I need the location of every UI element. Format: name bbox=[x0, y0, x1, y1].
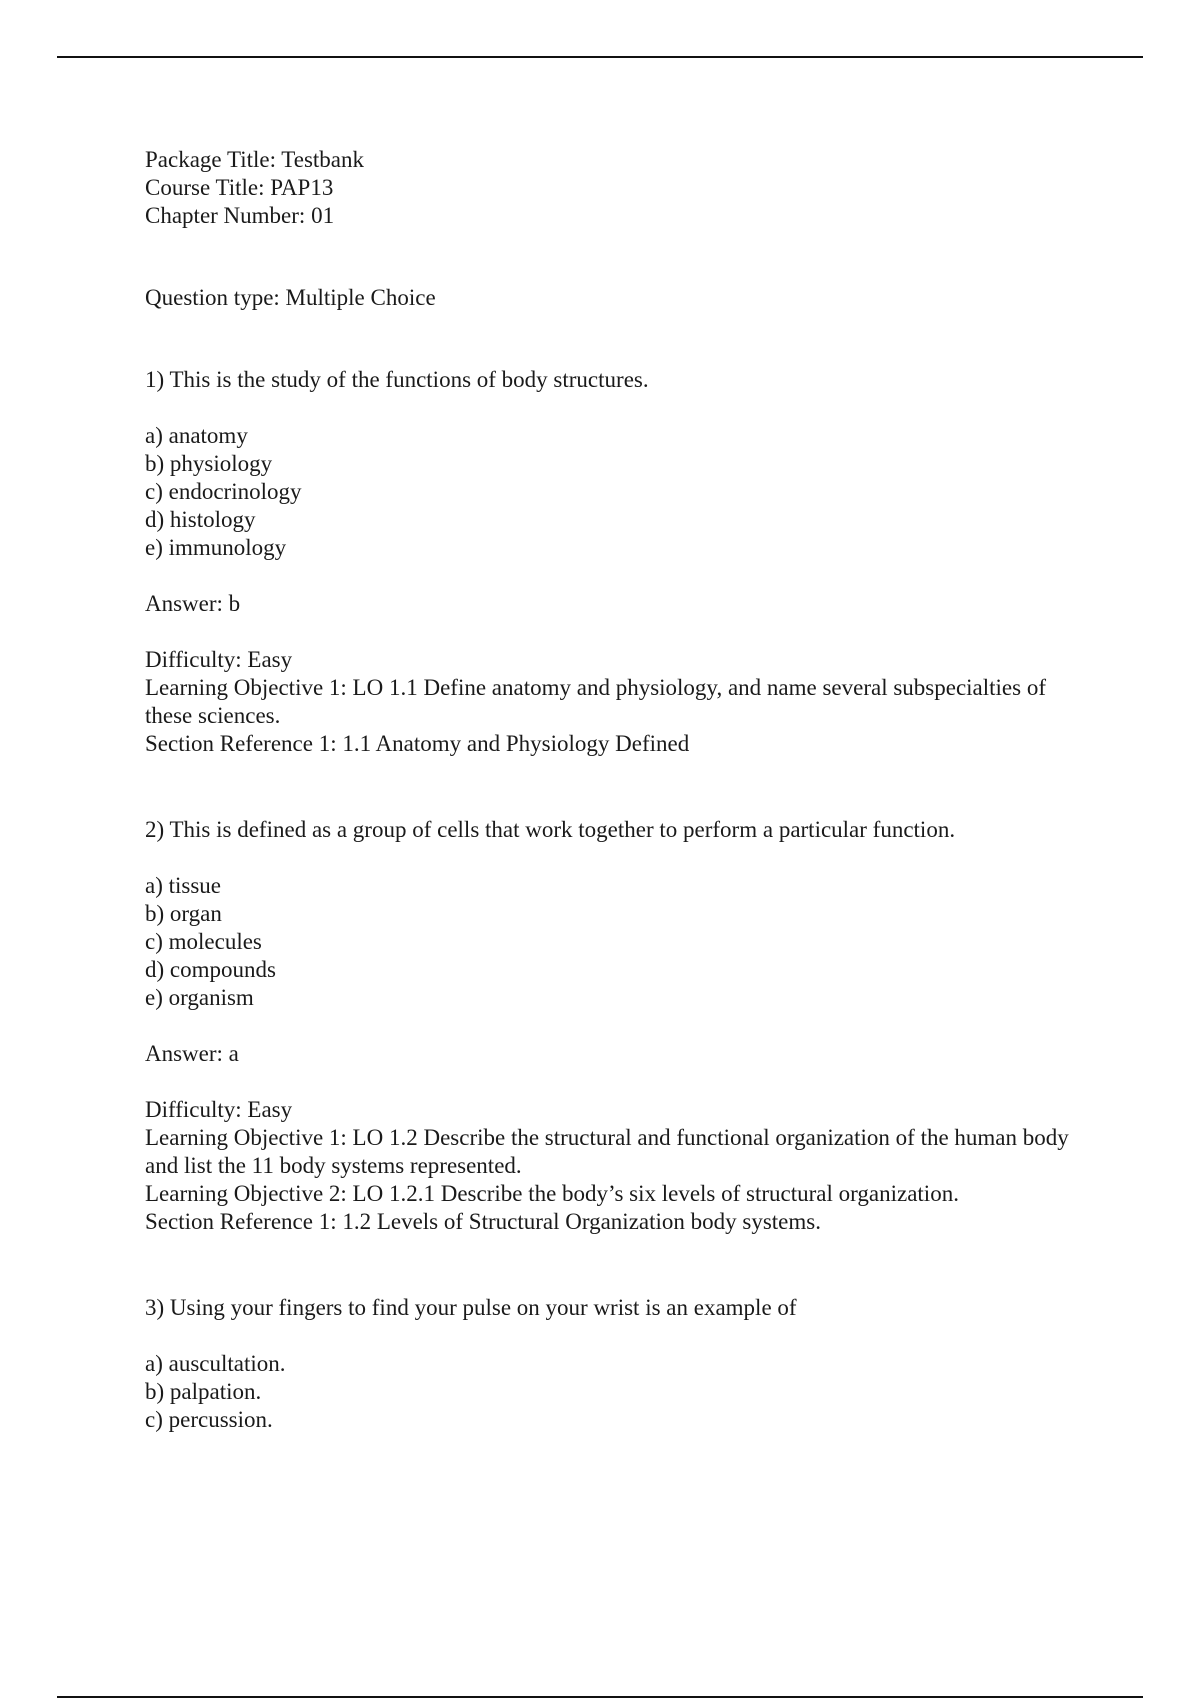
difficulty: Difficulty: Easy bbox=[145, 647, 293, 672]
difficulty: Difficulty: Easy bbox=[145, 1097, 293, 1122]
document-body bbox=[145, 146, 1075, 1434]
question-stem: 1) This is the study of the functions of body structures. bbox=[145, 367, 649, 392]
question-type: Question type: Multiple Choice bbox=[145, 285, 436, 310]
answer-option: c) molecules bbox=[145, 929, 262, 954]
answer-option: d) histology bbox=[145, 507, 256, 532]
package-title: Package Title: Testbank bbox=[145, 147, 365, 172]
question-stem: 2) This is defined as a group of cells that work together to perform a particular function. bbox=[145, 817, 956, 842]
document-header bbox=[145, 146, 1075, 230]
answer-option: d) compounds bbox=[145, 957, 276, 982]
answer-option: a) anatomy bbox=[145, 423, 248, 448]
section-reference: Section Reference 1: 1.1 Anatomy and Physiology Defined bbox=[145, 731, 690, 756]
course-title: Course Title: PAP13 bbox=[145, 175, 334, 200]
answer-option: e) immunology bbox=[145, 535, 287, 560]
chapter-number: Chapter Number: 01 bbox=[145, 203, 335, 228]
answer-key: Answer: a bbox=[145, 1041, 239, 1066]
answer-option: c) endocrinology bbox=[145, 479, 302, 504]
learning-objective: Learning Objective 1: LO 1.2 Describe the structural and functional organization of the human body and list the 11 body systems represented. bbox=[145, 1125, 1069, 1178]
bottom-rule bbox=[57, 1696, 1143, 1698]
answer-option: b) palpation. bbox=[145, 1379, 262, 1404]
answer-key: Answer: b bbox=[145, 591, 241, 616]
answer-option: e) organism bbox=[145, 985, 254, 1010]
answer-option: a) auscultation. bbox=[145, 1351, 286, 1376]
learning-objective: Learning Objective 2: LO 1.2.1 Describe the body’s six levels of structural organization. bbox=[145, 1181, 959, 1206]
question-stem: 3) Using your fingers to find your pulse on your wrist is an example of bbox=[145, 1295, 797, 1320]
answer-option: c) percussion. bbox=[145, 1407, 273, 1432]
answer-option: b) physiology bbox=[145, 451, 273, 476]
section-reference: Section Reference 1: 1.2 Levels of Structural Organization body systems. bbox=[145, 1209, 821, 1234]
learning-objective: Learning Objective 1: LO 1.1 Define anatomy and physiology, and name several subspecialties of these sciences. bbox=[145, 675, 1046, 728]
answer-option: b) organ bbox=[145, 901, 222, 926]
question-1 bbox=[145, 366, 1075, 758]
question-3 bbox=[145, 1294, 1075, 1434]
question-2 bbox=[145, 816, 1075, 1236]
top-rule bbox=[57, 56, 1143, 58]
answer-option: a) tissue bbox=[145, 873, 222, 898]
